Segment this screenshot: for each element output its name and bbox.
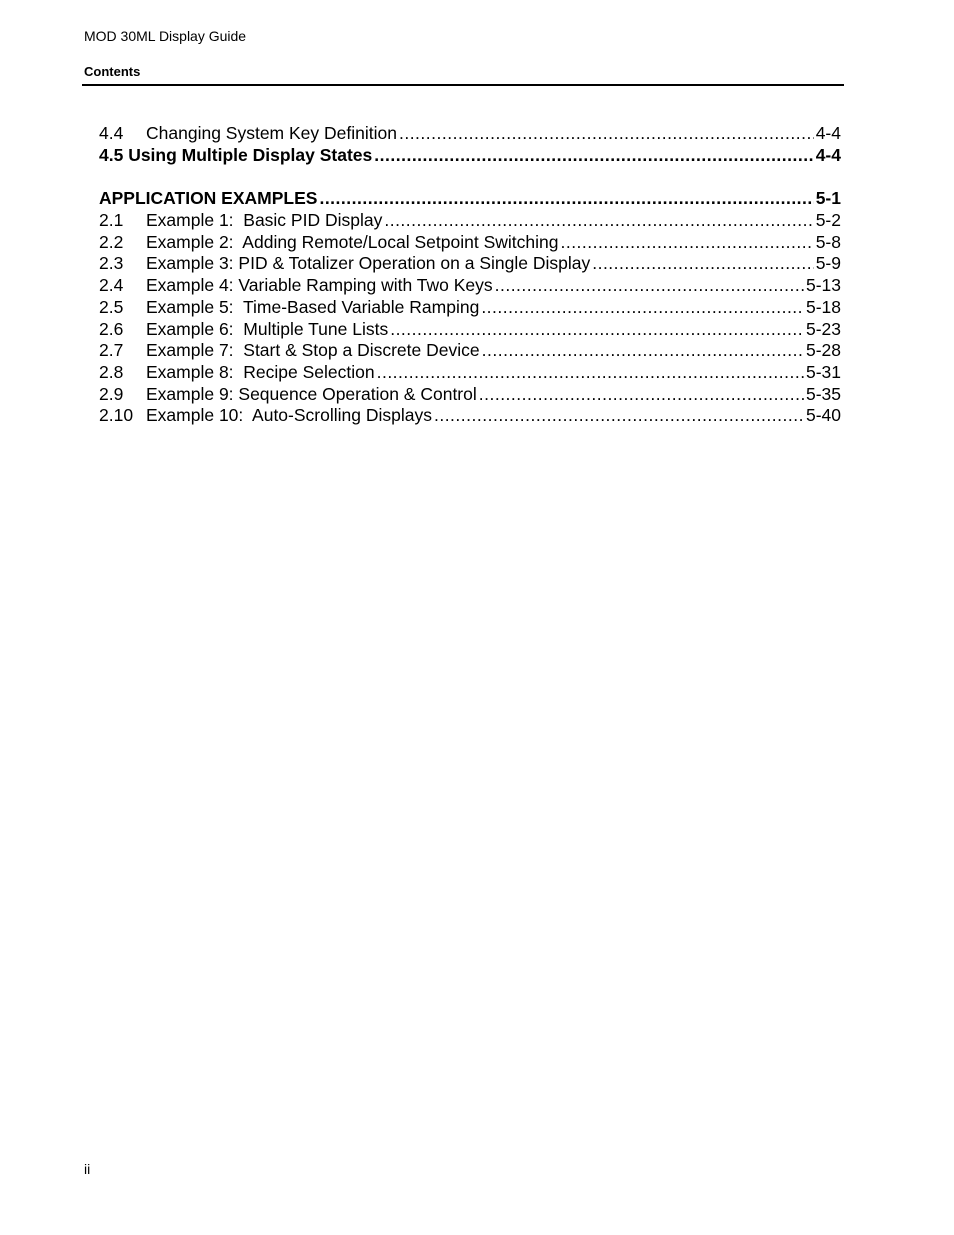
- document-title: MOD 30ML Display Guide: [84, 28, 247, 44]
- toc-entry-2-5[interactable]: [99, 297, 841, 319]
- toc-entry-number: 2.2: [99, 231, 124, 252]
- toc-entry-title: Example 4: Variable Ramping with Two Keys: [146, 275, 493, 296]
- toc-entry-title: Example 5: Time-Based Variable Ramping: [146, 296, 480, 317]
- toc-entry-title: Changing System Key Definition: [146, 123, 397, 143]
- toc-entry-4-4[interactable]: [99, 123, 841, 145]
- toc-entry-number: 2.7: [99, 340, 124, 361]
- toc-entry-number: 2.9: [99, 383, 124, 404]
- toc-dot-leader: [482, 340, 804, 362]
- toc-entry-title: APPLICATION EXAMPLES: [99, 188, 318, 209]
- toc-entry-page: 5-1: [815, 188, 841, 209]
- toc-entry-2-10[interactable]: [99, 405, 841, 427]
- toc-dot-leader: [495, 275, 804, 297]
- toc-entry-4-5[interactable]: [99, 145, 841, 167]
- toc-chapter-application-examples[interactable]: [99, 188, 841, 210]
- toc-dot-leader: [434, 405, 804, 427]
- toc-entry-page: 5-8: [815, 231, 841, 252]
- toc-entry-2-3[interactable]: [99, 253, 841, 275]
- toc-dot-leader: [319, 188, 813, 210]
- toc-dot-leader: [479, 384, 804, 406]
- toc-entry-title: 4.5 Using Multiple Display States: [99, 144, 373, 165]
- toc-entry-number: 2.3: [99, 253, 124, 274]
- toc-entry-page: 5-18: [805, 296, 841, 317]
- toc-entry-page: 5-2: [815, 210, 841, 231]
- toc-entry-title: Example 7: Start & Stop a Discrete Device: [146, 340, 480, 361]
- toc-dot-leader: [384, 210, 813, 232]
- toc-dot-leader: [481, 297, 804, 319]
- toc-entry-title: Example 9: Sequence Operation & Control: [146, 383, 477, 404]
- toc-entry-page: 4-4: [815, 144, 841, 165]
- toc-dot-leader: [377, 362, 804, 384]
- toc-dot-leader: [390, 319, 804, 341]
- toc-entry-2-9[interactable]: [99, 384, 841, 406]
- toc-entry-2-7[interactable]: [99, 340, 841, 362]
- toc-entry-title: Example 6: Multiple Tune Lists: [146, 318, 389, 339]
- toc-entry-number: 2.8: [99, 361, 124, 382]
- toc-entry-title: Example 10: Auto-Scrolling Displays: [146, 405, 432, 426]
- toc-entry-number: 2.4: [99, 275, 124, 296]
- toc-entry-title: Example 3: PID & Totalizer Operation on a Single Display: [146, 253, 591, 274]
- toc-entry-number: 2.5: [99, 296, 124, 317]
- toc-entry-page: 5-9: [815, 253, 841, 274]
- toc-entry-title: Example 2: Adding Remote/Local Setpoint Switching: [146, 231, 559, 252]
- toc-entry-number: 4.4: [99, 123, 124, 143]
- header-divider: [82, 84, 844, 86]
- toc-entry-number: 2.6: [99, 318, 124, 339]
- toc-entry-page: 5-35: [805, 383, 841, 404]
- toc-entry-2-4[interactable]: [99, 275, 841, 297]
- toc-entry-page: 5-23: [805, 318, 841, 339]
- toc-dot-leader: [592, 253, 813, 275]
- toc-entry-2-6[interactable]: [99, 319, 841, 341]
- toc-entry-2-1[interactable]: [99, 210, 841, 232]
- toc-entry-page: 5-13: [805, 275, 841, 296]
- toc-entry-page: 5-31: [805, 361, 841, 382]
- toc-entry-page: 4-4: [815, 123, 841, 143]
- toc-entry-title: Example 1: Basic PID Display: [146, 210, 383, 231]
- toc-dot-leader: [399, 123, 814, 145]
- page-number: ii: [84, 1161, 91, 1177]
- toc-entry-2-2[interactable]: [99, 232, 841, 254]
- toc-dot-leader: [374, 145, 813, 167]
- toc-entry-2-8[interactable]: [99, 362, 841, 384]
- section-label: Contents: [84, 64, 141, 79]
- toc-entry-title: Example 8: Recipe Selection: [146, 361, 375, 382]
- toc-entry-number: 2.1: [99, 210, 124, 231]
- toc-entry-page: 5-40: [805, 405, 841, 426]
- toc-entry-page: 5-28: [805, 340, 841, 361]
- toc-entry-number: 2.10: [99, 405, 134, 426]
- toc-dot-leader: [560, 232, 813, 254]
- table-of-contents: [99, 123, 841, 427]
